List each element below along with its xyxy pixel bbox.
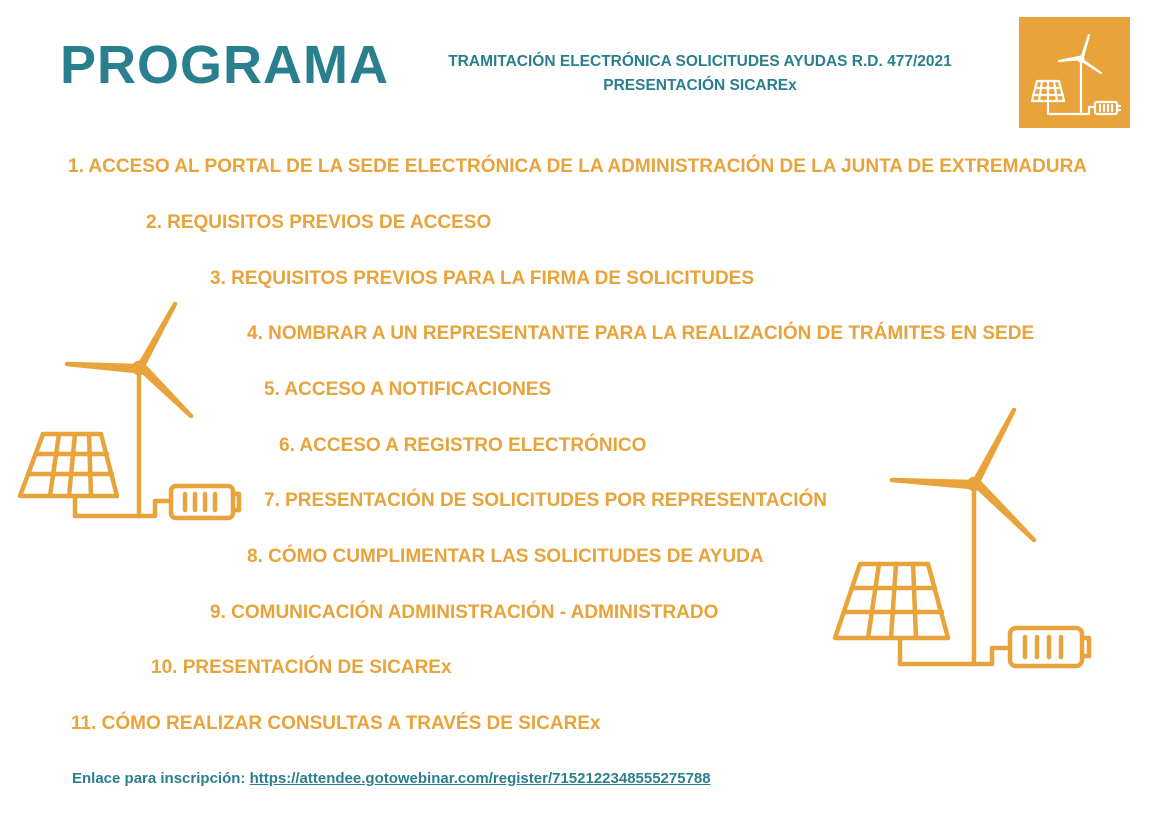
subtitle-line-1: TRAMITACIÓN ELECTRÓNICA SOLICITUDES AYUDAS R.D. 477/2021 [448, 53, 952, 70]
registration-label: Enlace para inscripción: [72, 770, 250, 787]
program-item-8: 8. CÓMO CUMPLIMENTAR LAS SOLICITUDES DE AYUDA [247, 546, 764, 567]
program-item-2: 2. REQUISITOS PREVIOS DE ACCESO [146, 212, 492, 233]
program-item-6: 6. ACCESO A REGISTRO ELECTRÓNICO [279, 435, 647, 456]
registration-link[interactable]: https://attendee.gotowebinar.com/register/7152122348555275788 [249, 770, 711, 787]
wind-turbine-solar-panel-battery-icon [15, 296, 250, 526]
wind-solar-battery-icon [1019, 17, 1130, 128]
program-item-4: 4. NOMBRAR A UN REPRESENTANTE PARA LA REALIZACIÓN DE TRÁMITES EN SEDE [247, 323, 1035, 344]
subtitle-line-2: PRESENTACIÓN SICAREx [603, 77, 797, 94]
program-item-11: 11. CÓMO REALIZAR CONSULTAS A TRAVÉS DE SICAREx [71, 713, 601, 734]
program-item-1: 1. ACCESO AL PORTAL DE LA SEDE ELECTRÓNICA DE LA ADMINISTRACIÓN DE LA JUNTA DE EXTREMADURA [68, 156, 1088, 177]
program-item-7: 7. PRESENTACIÓN DE SOLICITUDES POR REPRESENTACIÓN [264, 490, 828, 511]
program-item-9: 9. COMUNICACIÓN ADMINISTRACIÓN - ADMINISTRADO [210, 602, 719, 623]
page-subtitle [400, 50, 1000, 98]
logo [1019, 17, 1130, 128]
page-title: PROGRAMA [60, 35, 389, 95]
wind-turbine-solar-panel-battery-icon [830, 400, 1100, 675]
program-item-5: 5. ACCESO A NOTIFICACIONES [264, 379, 552, 400]
program-item-10: 10. PRESENTACIÓN DE SICAREx [151, 657, 452, 678]
registration-footer [72, 770, 711, 787]
program-item-3: 3. REQUISITOS PREVIOS PARA LA FIRMA DE SOLICITUDES [210, 268, 755, 289]
